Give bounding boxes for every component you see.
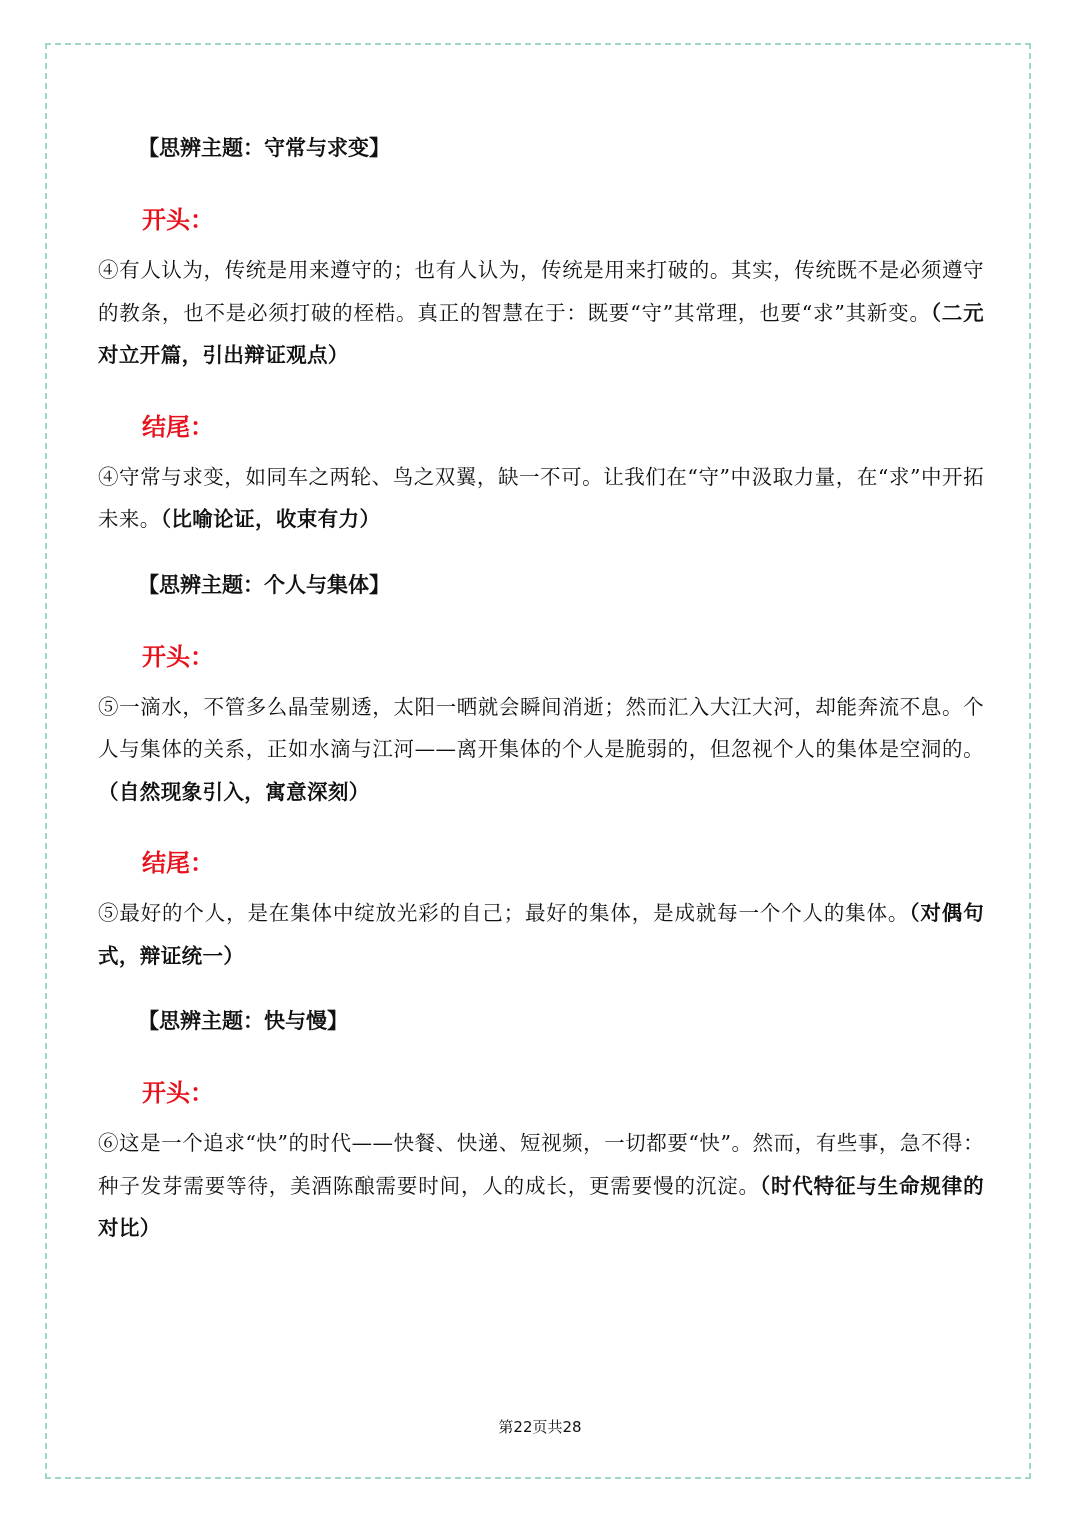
opening-label: 开头： — [142, 1078, 214, 1107]
paragraph-text: ④守常与求变，如同车之两轮、鸟之双翼，缺一不可。让我们在“守”中汲取力量，在“求”中开拓未来。 — [98, 464, 984, 531]
paragraph-note: （二元对立开篇，引出辩证观点） — [98, 300, 984, 367]
opening-paragraph — [98, 686, 984, 814]
paragraph-note: （自然现象引入，寓意深刻） — [98, 779, 370, 804]
opening-label: 开头： — [142, 641, 214, 671]
section-theme-heading: 【思辨主题：个人与集体】 — [138, 571, 390, 597]
document-body — [98, 128, 984, 1250]
ending-label: 结尾： — [142, 848, 214, 877]
paragraph-text: ⑤最好的个人，是在集体中绽放光彩的自己；最好的集体，是成就每一个个人的集体。 — [98, 901, 910, 925]
ending-label: 结尾： — [142, 411, 214, 441]
paragraph-text: ⑤一滴水，不管多么晶莹剔透，太阳一晒就会瞬间消逝；然而汇入大江大河，却能奔流不息。个人与集体的关系，正如水滴与江河——离开集体的个人是脆弱的，但忽视个人的集体是空洞的。 — [98, 694, 984, 761]
paragraph-note: （比喻论证，收束有力） — [160, 507, 381, 531]
section-theme-heading: 【思辨主题：守常与求变】 — [138, 135, 390, 160]
opening-paragraph — [98, 1122, 984, 1250]
paragraph-text: ⑥这是一个追求“快”的时代——快餐、快递、短视频，一切都要“快”。然而，有些事，急不得：种子发芽需要等待，美酒陈酿需要时间，人的成长，更需要慢的沉淀。 — [98, 1131, 984, 1198]
paragraph-note: （对偶句式，辩证统一） — [98, 901, 984, 968]
page-number: 第22页共28 — [498, 1418, 582, 1436]
ending-paragraph — [98, 892, 984, 977]
opening-label: 开头： — [142, 205, 214, 234]
ending-paragraph — [98, 456, 984, 541]
section-theme-heading: 【思辨主题：快与慢】 — [138, 1008, 348, 1033]
opening-paragraph — [98, 249, 984, 377]
paragraph-text: ④有人认为，传统是用来遵守的；也有人认为，传统是用来打破的。其实，传统既不是必须遵守的教条，也不是必须打破的桎梏。真正的智慧在于：既要“守”其常理，也要“求”其新变。 — [98, 258, 984, 325]
paragraph-note: （时代特征与生命规律的对比） — [98, 1173, 984, 1240]
